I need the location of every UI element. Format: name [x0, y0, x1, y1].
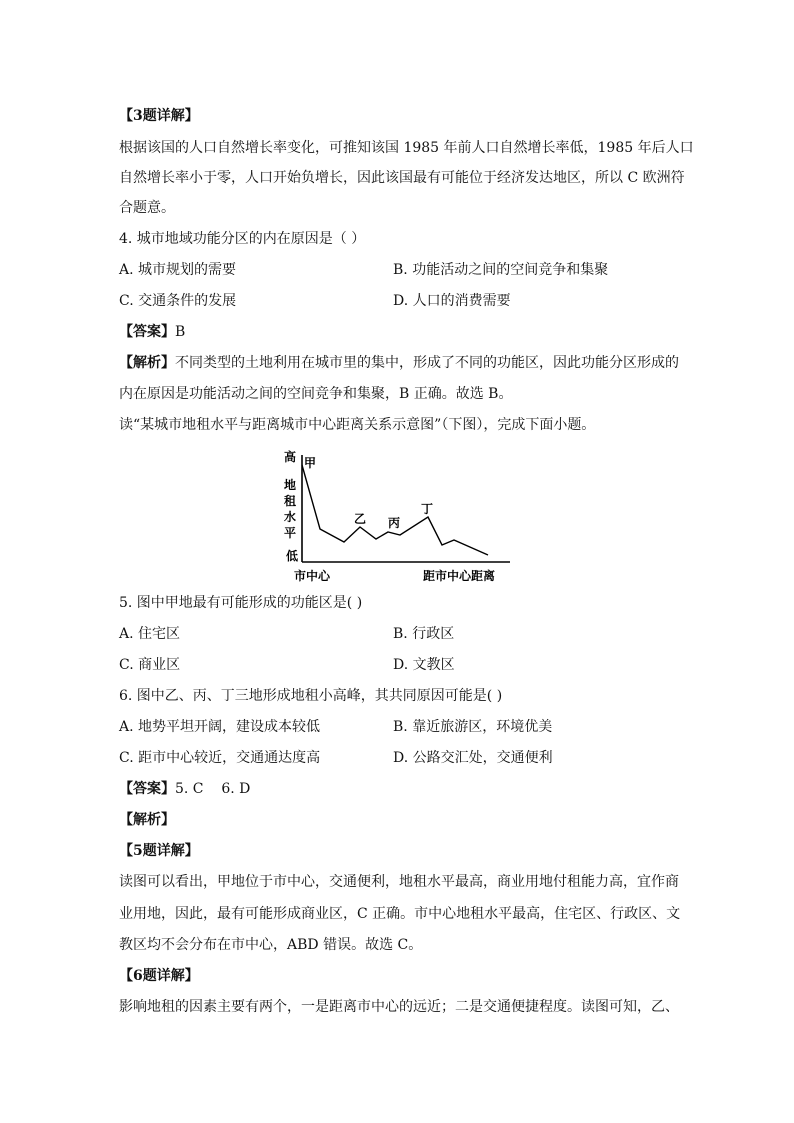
q5-option-c: C. 商业区 [119, 657, 181, 673]
y-high-label: 高 [284, 450, 297, 464]
point-bing-label: 丙 [388, 516, 401, 530]
q4-answer [119, 322, 185, 342]
q4-option-a: A. 城市规划的需要 [119, 262, 237, 278]
q6-option-c: C. 距市中心较近，交通通达度高 [119, 750, 321, 766]
answer-label: 【答案】 [119, 324, 175, 340]
analysis-5-6-heading: 【解析】 [119, 812, 175, 828]
q5-option-d: D. 文教区 [393, 657, 455, 673]
q5-detail-text-2: 业用地，因此，最有可能形成商业区，C 正确。市中心地租水平最高，住宅区、行政区、文 [119, 906, 681, 922]
point-ding-label: 丁 [421, 502, 434, 516]
origin-label: 市中心 [294, 569, 331, 583]
y-label-char-2: 租 [284, 494, 297, 508]
q3-detail-text-3: 合题意。 [119, 200, 175, 216]
y-label-char-4: 平 [284, 526, 297, 540]
y-low-label: 低 [286, 549, 299, 563]
rent-curve [302, 465, 488, 555]
answer-value: B [175, 324, 186, 340]
q4-option-d: D. 人口的消费需要 [393, 293, 511, 309]
q5-detail-text-1: 读图可以看出，甲地位于市中心，交通便利，地租水平最高，商业用地付租能力高，宜作商 [119, 874, 679, 890]
rent-distance-diagram [278, 447, 518, 587]
answer-5-6 [119, 779, 250, 799]
q5-option-a: A. 住宅区 [119, 626, 181, 642]
analysis-label: 【解析】 [119, 355, 175, 371]
point-yi-label: 乙 [354, 512, 367, 526]
q5-detail-text-3: 教区均不会分布在市中心，ABD 错误。故选 C。 [119, 937, 423, 953]
answer-label: 【答案】 [119, 781, 175, 797]
q3-detail-heading: 【3题详解】 [119, 108, 199, 124]
y-label-char-1: 地 [284, 478, 297, 492]
q4-stem: 4. 城市地域功能分区的内在原因是（ ） [119, 231, 366, 247]
q4-option-c: C. 交通条件的发展 [119, 293, 237, 309]
analysis-text: 不同类型的土地利用在城市里的集中，形成了不同的功能区，因此功能分区形成的 [175, 355, 679, 371]
figure-intro: 读“某城市地租水平与距离城市中心距离关系示意图”（下图），完成下面小题。 [119, 417, 596, 433]
q5-stem: 5. 图中甲地最有可能形成的功能区是( ) [119, 595, 363, 611]
q4-analysis-2: 内在原因是功能活动之间的空间竞争和集聚，B 正确。故选 B。 [119, 386, 513, 402]
q6-stem: 6. 图中乙、丙、丁三地形成地租小高峰，其共同原因可能是( ) [119, 688, 503, 704]
q5-option-b: B. 行政区 [393, 626, 455, 642]
y-label-char-3: 水 [284, 510, 297, 524]
q6-option-b: B. 靠近旅游区，环境优美 [393, 719, 553, 735]
x-axis-label: 距市中心距离 [423, 569, 496, 583]
q6-option-a: A. 地势平坦开阔，建设成本较低 [119, 719, 321, 735]
q6-detail-heading: 【6题详解】 [119, 968, 199, 984]
q6-option-d: D. 公路交汇处，交通便利 [393, 750, 553, 766]
q5-detail-heading: 【5题详解】 [119, 843, 199, 859]
point-jia-label: 甲 [304, 456, 317, 470]
q6-detail-text-1: 影响地租的因素主要有两个，一是距离市中心的远近；二是交通便捷程度。读图可知，乙、 [119, 999, 679, 1015]
q4-analysis-1 [119, 353, 679, 373]
q3-detail-text-1: 根据该国的人口自然增长率变化，可推知该国 1985 年前人口自然增长率低，1985 年后人口 [119, 140, 694, 156]
q4-option-b: B. 功能活动之间的空间竞争和集聚 [393, 262, 609, 278]
answer-value: 5. C 6. D [175, 781, 251, 797]
q3-detail-text-2: 自然增长率小于零，人口开始负增长，因此该国最有可能位于经济发达地区，所以 C 欧洲符 [119, 170, 685, 186]
